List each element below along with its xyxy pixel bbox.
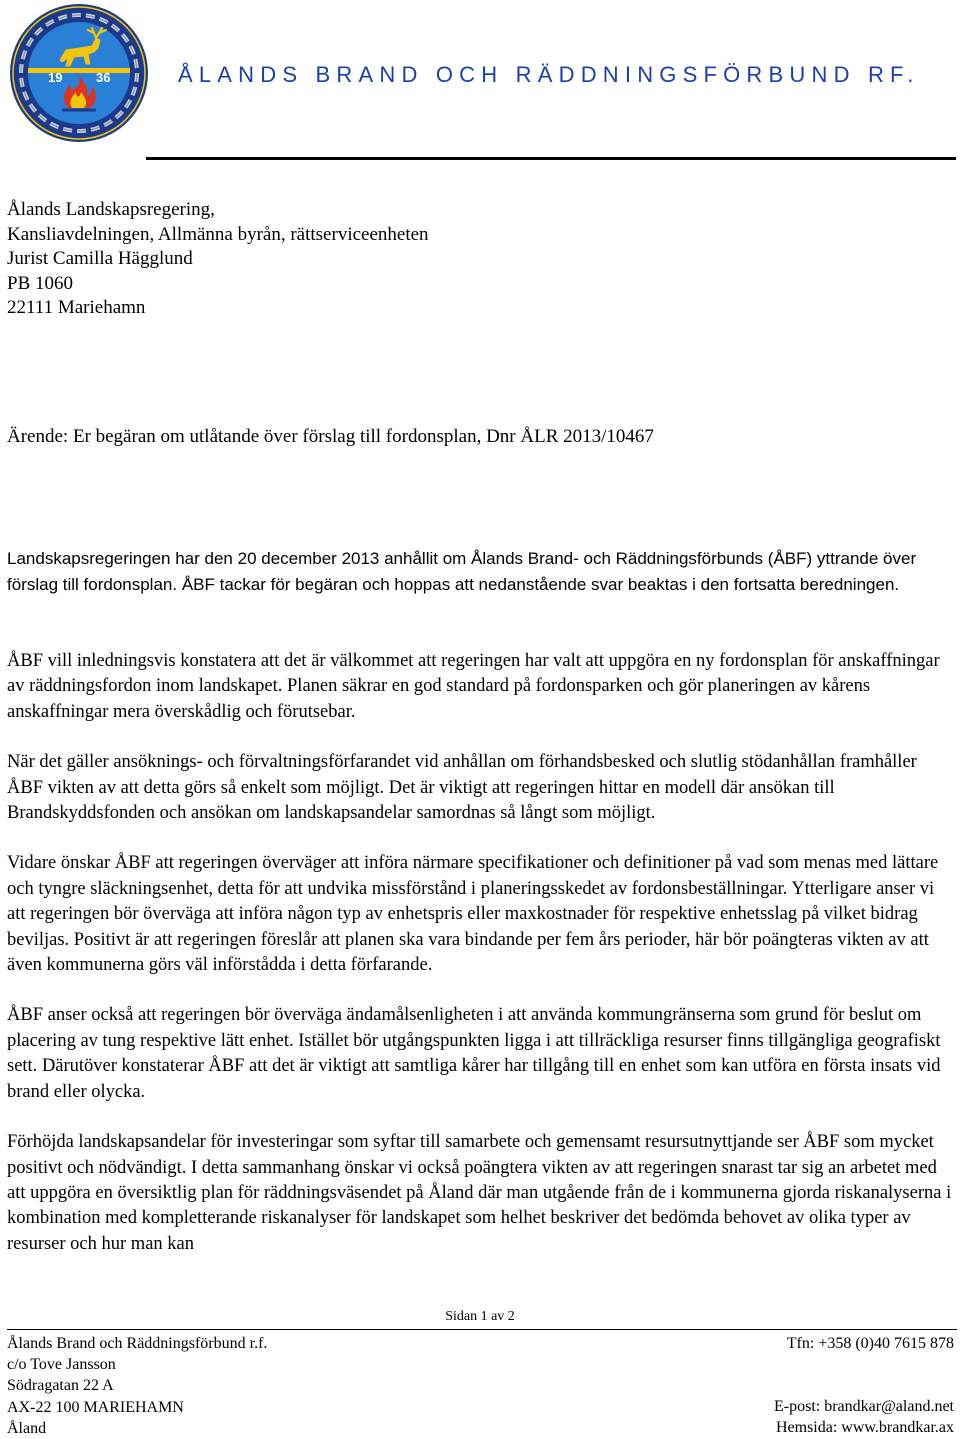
footer-phone: Tfn: +358 (0)40 7615 878 xyxy=(786,1335,954,1352)
footer-address-line: Södragatan 22 A xyxy=(7,1377,114,1395)
footer-contact xyxy=(774,1396,954,1438)
body-paragraph: Förhöjda landskapsandelar för investeringar som syftar till samarbete och gemensamt resursutnyttjande ser ÅBF som mycket positivt och nödvändigt. I detta sammanhang önskar vi också poängtera vikten av att regeringen snarast tar sig an arbetet med att uppgöra en översiktlig plan för räddningsväsendet på Åland där man utgående från de i kommunerna gjorda riskanalyserna i kombination med kompletterande riskanalyser för landskapet som helhet beskriver det bedömda behovet av olika typer av resurser och hur man kan xyxy=(7,1132,952,1254)
footer-email[interactable]: E-post: brandkar@aland.net xyxy=(773,1398,954,1415)
intro-paragraph: Landskapsregeringen har den 20 december 2013 anhållit om Ålands Brand- och Räddningsförbunds (ÅBF) yttrande över förslag till fordonsplan. ÅBF tackar för begäran och hoppas att nedanstående svar beaktas i den fortsatta beredningen. xyxy=(7,549,917,594)
logo-year-right: 36 xyxy=(96,70,111,85)
footer-website[interactable]: Hemsida: www.brandkar.ax xyxy=(775,1419,954,1437)
organization-logo-emblem xyxy=(8,2,150,144)
footer-address-line: AX-22 100 MARIEHAMN xyxy=(7,1398,184,1416)
body-paragraph: ÅBF vill inledningsvis konstatera att det är välkommet att regeringen har valt att uppgöra en ny fordonsplan för anskaffningar av räddningsfordon inom landskapet. Planen säkrar en god standard på fordonsparken och gör planeringen av kårens anskaffningar mera överskådlig och förutsebar. xyxy=(7,651,940,722)
page-number: Sidan 1 av 2 xyxy=(445,1309,515,1324)
organization-title: ÅLANDS BRAND OCH RÄDDNINGSFÖRBUND RF. xyxy=(178,62,920,87)
subject-line: Ärende: Er begäran om utlåtande över förslag till fordonsplan, Dnr ÅLR 2013/10467 xyxy=(7,426,654,447)
letter-body xyxy=(7,649,955,1282)
footer-address-line: c/o Tove Jansson xyxy=(7,1356,116,1374)
body-paragraph: När det gäller ansöknings- och förvaltningsförfarandet vid anhållan om förhandsbesked och slutlig stödanhållan framhåller ÅBF vikten av att detta görs så enkelt som möjligt. Det är viktigt att regeringen hittar en modell där ansökan till Brandskyddsfonden och ansökan om landskapsandelar samordnas så långt som möjligt. xyxy=(7,752,917,824)
logo-year-left: 19 xyxy=(48,70,63,85)
header-divider xyxy=(146,157,956,160)
footer-address xyxy=(7,1333,267,1439)
recipient-line: Kansliavdelningen, Allmänna byrån, rättserviceenheten xyxy=(7,223,429,245)
body-paragraph: Vidare önskar ÅBF att regeringen överväger att införa närmare specifikationer och definitioner på vad som menas med lättare och tyngre släckningsenhet, detta för att undvika missförstånd i planeringsskedet av fordonsbeställningar. Ytterligare anser vi att regeringen bör överväga att införa någon typ av enhetspris eller maxkostnader för respektive enhetsslag på vilket bidrag beviljas. Positivt är att regeringen föreslår att planen ska vara bindande per fem års perioder, här bör poängteras vikten av att även kommunerna görs väl införstådda i detta förfarande. xyxy=(7,853,939,976)
recipient-line: 22111 Mariehamn xyxy=(7,297,146,318)
recipient-line: Jurist Camilla Hägglund xyxy=(7,248,193,269)
footer-address-line: Åland xyxy=(7,1419,47,1437)
footer-address-line: Ålands Brand och Räddningsförbund r.f. xyxy=(7,1335,268,1352)
recipient-address xyxy=(7,198,429,321)
logo-band xyxy=(28,68,130,73)
body-paragraph: ÅBF anser också att regeringen bör överväga ändamålsenligheten i att använda kommungränserna som grund för beslut om placering av tung respektive lätt enhet. Istället bör utgångspunkten ligga i att tillräckliga resurser finns tillgängliga geografiskt sett. Därutöver konstaterar ÅBF att det är viktigt att samtliga kårer har tillgång till en enhet som kan utföra en första insats vid brand eller olycka. xyxy=(7,1005,941,1102)
footer-divider xyxy=(7,1329,957,1330)
recipient-line: PB 1060 xyxy=(7,272,73,294)
recipient-line: Ålands Landskapsregering, xyxy=(7,199,215,220)
